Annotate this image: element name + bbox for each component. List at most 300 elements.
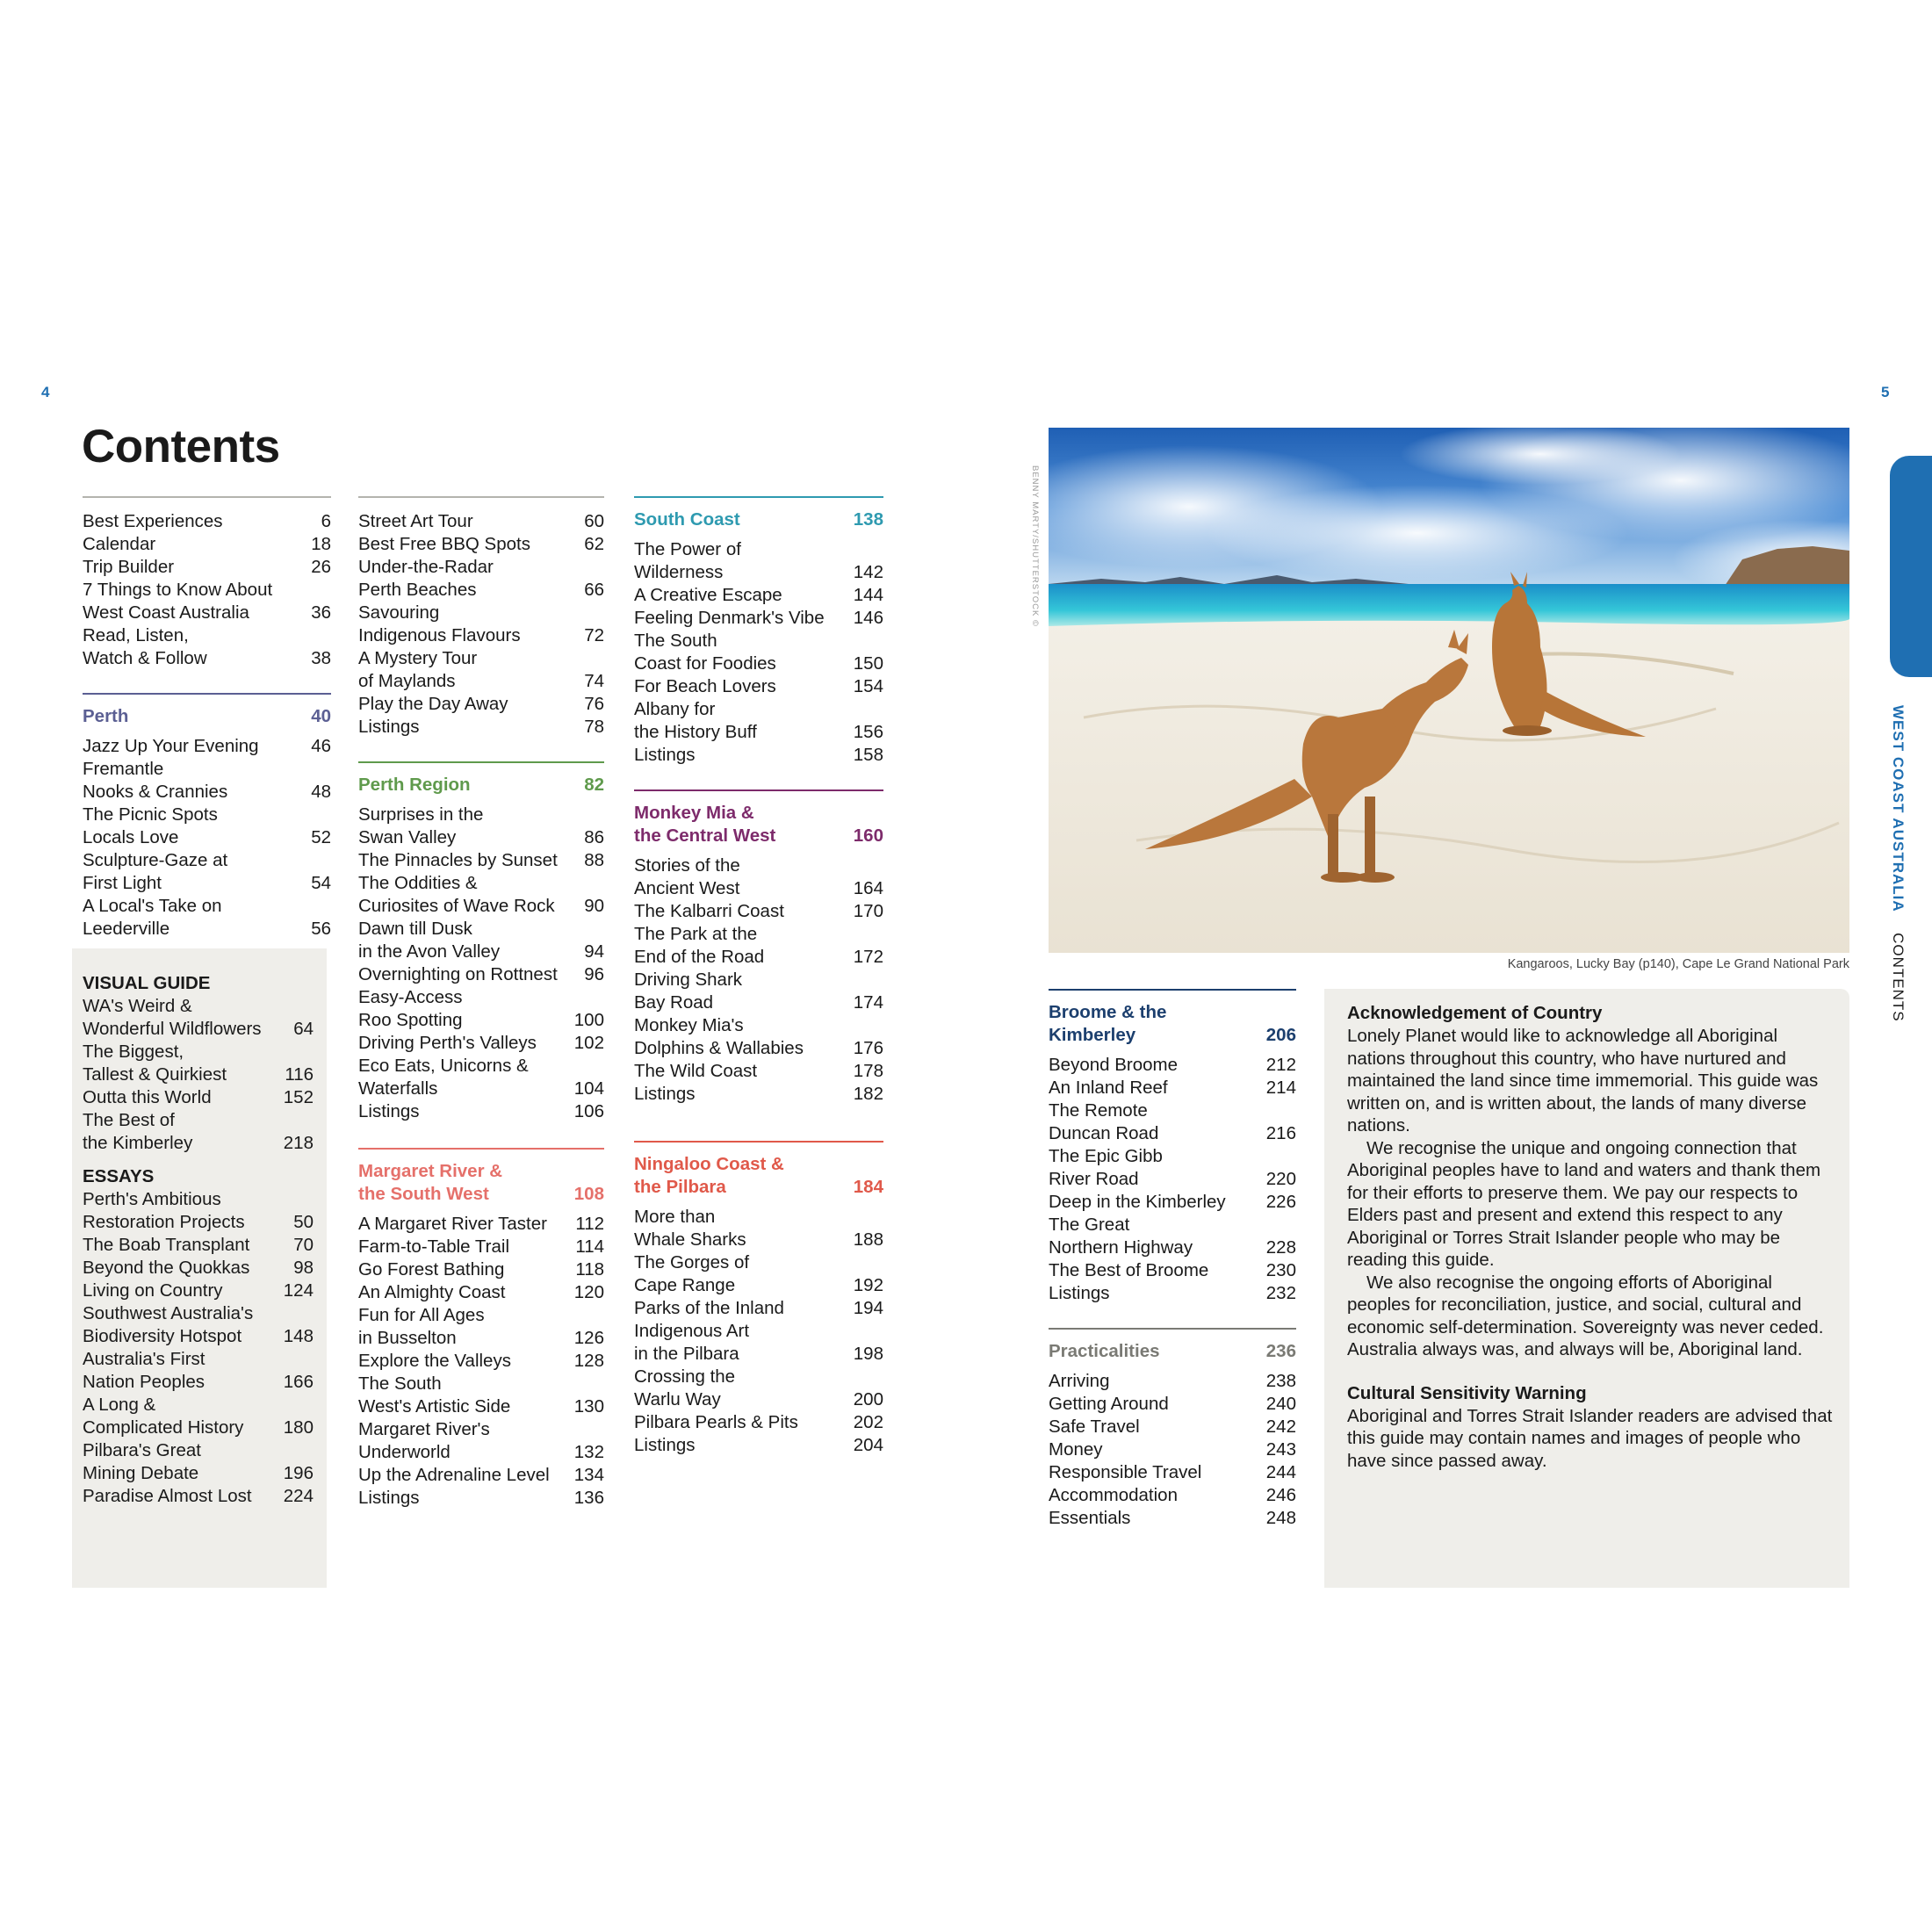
toc-entry[interactable] [634, 630, 883, 675]
toc-entry-page: 76 [584, 694, 604, 714]
toc-entry-page: 246 [1265, 1485, 1296, 1505]
toc-entry-title: Up the Adrenaline Level [358, 1465, 550, 1485]
toc-entry[interactable] [1049, 1145, 1296, 1191]
toc-entry-title: WA's Weird & Wonderful Wildflowers [83, 996, 262, 1039]
acknowledgement-paragraph-3: We also recognise the ongoing efforts of Aboriginal peoples for reconciliation, justice, and social, cultural and economic self-determination. Sovereignty was never ceded. Australia always was, and always will be, Aboriginal land. [1347, 1272, 1824, 1359]
toc-entry[interactable] [1049, 1259, 1296, 1282]
essays-heading: ESSAYS [83, 1166, 155, 1186]
section-heading[interactable] [358, 774, 604, 797]
toc-entry-page: 192 [853, 1275, 883, 1295]
toc-entry[interactable] [358, 647, 604, 693]
toc-entry[interactable] [634, 1320, 883, 1366]
toc-entry-title: Easy-Access Roo Spotting [358, 987, 463, 1030]
toc-entry-page: 180 [283, 1417, 314, 1438]
toc-entry-title: The Power of Wilderness [634, 539, 741, 582]
running-head-section: CONTENTS [1890, 933, 1907, 1022]
page-title: Contents [82, 421, 280, 472]
toc-entry-title: Responsible Travel [1049, 1462, 1202, 1482]
toc-entry[interactable] [1049, 1484, 1296, 1507]
toc-entry[interactable] [83, 1188, 314, 1234]
toc-entry[interactable] [1049, 1461, 1296, 1484]
toc-column-1 [83, 496, 331, 1508]
toc-entry-title: Money [1049, 1439, 1103, 1460]
toc-entry-title: The Best of the Kimberley [83, 1110, 193, 1153]
toc-entry-title: The Pinnacles by Sunset [358, 850, 558, 870]
toc-entry[interactable] [1049, 1282, 1296, 1305]
toc-entry[interactable] [1049, 1191, 1296, 1214]
toc-entry[interactable] [358, 1055, 604, 1100]
toc-entry-page: 132 [573, 1442, 604, 1462]
toc-entry-page: 72 [584, 625, 604, 645]
toc-entry[interactable] [83, 1348, 314, 1394]
toc-entry-page: 18 [311, 534, 331, 554]
toc-entry-title: Australia's First Nation Peoples [83, 1349, 205, 1392]
toc-entry-title: The South Coast for Foodies [634, 631, 776, 674]
toc-entry-page: 96 [584, 964, 604, 984]
warning-text: Aboriginal and Torres Strait Islander readers are advised that this guide may contain names and images of people who have since passed away. [1347, 1405, 1833, 1471]
toc-entry-title: Street Art Tour [358, 511, 473, 531]
toc-entry-page: 230 [1265, 1260, 1296, 1280]
toc-entry-title: Deep in the Kimberley [1049, 1192, 1226, 1212]
toc-entry-page: 90 [584, 896, 604, 916]
toc-entry-title: A Creative Escape [634, 585, 782, 605]
toc-entry[interactable] [83, 533, 331, 556]
toc-entry-page: 142 [853, 562, 883, 582]
section-heading[interactable] [83, 705, 331, 728]
toc-entry-title: Beyond Broome [1049, 1055, 1179, 1075]
toc-entry[interactable] [634, 1083, 883, 1106]
kangaroo-photo [1049, 428, 1849, 953]
toc-entry-page: 112 [575, 1214, 604, 1234]
toc-entry[interactable] [83, 895, 331, 941]
toc-entry-page: 100 [573, 1010, 604, 1030]
toc-entry[interactable] [634, 1206, 883, 1251]
running-head-title: WEST COAST AUSTRALIA [1890, 705, 1907, 912]
toc-entry-title: Indigenous Art in the Pilbara [634, 1321, 750, 1364]
toc-entry-page: 194 [853, 1298, 883, 1318]
kangaroo-photo-image [1049, 428, 1849, 953]
toc-entry-title: The Great Northern Highway [1049, 1215, 1193, 1258]
toc-entry-page: 118 [575, 1259, 604, 1280]
toc-column-2 [358, 496, 604, 1510]
acknowledgement-paragraph-2: We recognise the unique and ongoing connection that Aboriginal peoples have to land and waters and thank them for their efforts to preserve them. We pay our respects to Elders past and present and extend this respect to any Aboriginal or Torres Strait Islander people who may be reading this guide. [1347, 1137, 1821, 1270]
toc-entry-title: Dawn till Dusk in the Avon Valley [358, 919, 501, 962]
toc-entry-page: 94 [584, 941, 604, 962]
toc-entry[interactable] [358, 716, 604, 739]
toc-entry[interactable] [83, 758, 331, 804]
toc-entry-page: 70 [293, 1235, 314, 1255]
toc-entry[interactable] [83, 1234, 314, 1257]
toc-entry[interactable] [358, 1258, 604, 1281]
toc-entry[interactable] [1049, 1416, 1296, 1438]
toc-entry-page: 66 [584, 580, 604, 600]
toc-entry-title: Southwest Australia's Biodiversity Hotspot [83, 1303, 254, 1346]
toc-entry-page: 154 [853, 676, 883, 696]
section-title: Practicalities [1049, 1341, 1160, 1361]
toc-entry-title: More than Whale Sharks [634, 1207, 746, 1250]
toc-entry-page: 224 [283, 1486, 314, 1506]
toc-entry[interactable] [358, 602, 604, 647]
toc-entry-page: 50 [293, 1212, 314, 1232]
toc-entry[interactable] [358, 1304, 604, 1350]
toc-entry-page: 134 [573, 1465, 604, 1485]
toc-entry[interactable] [358, 1464, 604, 1487]
toc-column-4 [1049, 989, 1296, 1530]
toc-entry-page: 244 [1265, 1462, 1296, 1482]
toc-entry-title: The Park at the End of the Road [634, 924, 765, 967]
toc-entry-page: 158 [853, 745, 883, 765]
toc-entry-page: 126 [573, 1328, 604, 1348]
page-number-right: 5 [1881, 384, 1890, 400]
section-title: Perth Region [358, 775, 471, 795]
running-head [1889, 705, 1907, 1022]
toc-entry-page: 130 [573, 1396, 604, 1417]
toc-entry[interactable] [634, 607, 883, 630]
toc-entry-title: Safe Travel [1049, 1417, 1140, 1437]
toc-entry-page: 170 [853, 901, 883, 921]
toc-entry-page: 212 [1265, 1055, 1296, 1075]
toc-entry[interactable] [83, 510, 331, 533]
toc-entry-title: Fremantle Nooks & Crannies [83, 759, 228, 802]
section-page: 236 [1265, 1341, 1296, 1361]
toc-entry-page: 78 [584, 717, 604, 737]
toc-entry-title: Essentials [1049, 1508, 1131, 1528]
toc-entry-title: Listings [634, 745, 696, 765]
toc-entry[interactable] [358, 1236, 604, 1258]
toc-entry-page: 102 [573, 1033, 604, 1053]
toc-entry-title: Paradise Almost Lost [83, 1486, 252, 1506]
section-title: Broome & the Kimberley [1049, 1002, 1167, 1045]
toc-entry-page: 218 [283, 1133, 314, 1153]
toc-entry-title: Jazz Up Your Evening [83, 736, 259, 756]
toc-entry-title: Best Free BBQ Spots [358, 534, 530, 554]
toc-entry-title: An Almighty Coast [358, 1282, 506, 1302]
toc-entry[interactable] [83, 624, 331, 670]
toc-entry[interactable] [634, 1297, 883, 1320]
toc-entry-title: Go Forest Bathing [358, 1259, 505, 1280]
toc-entry-title: The Picnic Spots Locals Love [83, 804, 218, 847]
toc-entry-title: The Best of Broome [1049, 1260, 1209, 1280]
toc-entry-page: 188 [853, 1229, 883, 1250]
toc-entry[interactable] [358, 872, 604, 918]
toc-entry-page: 6 [321, 511, 331, 531]
photo-credit: BENNY MARTY/SHUTTERSTOCK © [1030, 465, 1040, 627]
toc-entry-page: 128 [573, 1351, 604, 1371]
toc-entry-page: 174 [853, 992, 883, 1013]
toc-entry-title: Savouring Indigenous Flavours [358, 602, 521, 645]
toc-entry-title: Listings [358, 1101, 420, 1121]
toc-entry-page: 248 [1265, 1508, 1296, 1528]
section-page: 206 [1265, 1025, 1296, 1045]
toc-entry[interactable] [358, 510, 604, 533]
toc-entry-page: 38 [311, 648, 331, 668]
toc-entry-title: Accommodation [1049, 1485, 1178, 1505]
toc-entry-title: The Boab Transplant [83, 1235, 250, 1255]
toc-entry[interactable] [358, 986, 604, 1032]
toc-entry[interactable] [358, 1350, 604, 1373]
toc-entry-title: Arriving [1049, 1371, 1110, 1391]
toc-entry-page: 242 [1265, 1417, 1296, 1437]
toc-entry-page: 166 [283, 1372, 314, 1392]
toc-entry-page: 106 [573, 1101, 604, 1121]
toc-entry-page: 136 [573, 1488, 604, 1508]
toc-entry-title: Feeling Denmark's Vibe [634, 608, 825, 628]
toc-entry[interactable] [1049, 1214, 1296, 1259]
toc-entry-title: Outta this World [83, 1087, 212, 1107]
toc-entry-page: 178 [853, 1061, 883, 1081]
toc-column-3 [634, 496, 883, 1457]
toc-entry-page: 52 [311, 827, 331, 847]
toc-entry-title: Listings [358, 717, 420, 737]
toc-entry[interactable] [358, 1100, 604, 1123]
toc-entry-page: 238 [1265, 1371, 1296, 1391]
toc-entry-page: 148 [283, 1326, 314, 1346]
section-heading[interactable] [634, 802, 883, 847]
toc-entry-title: The South West's Artistic Side [358, 1373, 511, 1417]
toc-entry[interactable] [1049, 1507, 1296, 1530]
toc-entry[interactable] [634, 923, 883, 969]
toc-entry-page: 26 [311, 557, 331, 577]
toc-entry-title: Eco Eats, Unicorns & Waterfalls [358, 1056, 529, 1099]
section-page: 160 [853, 825, 883, 846]
toc-entry[interactable] [1049, 1099, 1296, 1145]
acknowledgement-heading: Acknowledgement of Country [1347, 1003, 1603, 1023]
toc-entry[interactable] [358, 556, 604, 602]
toc-entry-title: For Beach Lovers [634, 676, 776, 696]
toc-entry[interactable] [83, 1086, 314, 1109]
toc-entry-title: Albany for the History Buff [634, 699, 757, 742]
toc-entry-page: 214 [1265, 1078, 1296, 1098]
toc-entry-title: Play the Day Away [358, 694, 508, 714]
toc-entry-title: The Biggest, Tallest & Quirkiest [83, 1042, 227, 1085]
toc-entry[interactable] [83, 1485, 314, 1508]
toc-entry-title: Explore the Valleys [358, 1351, 511, 1371]
toc-entry-page: 86 [584, 827, 604, 847]
section-title: Monkey Mia & the Central West [634, 803, 776, 846]
toc-entry-page: 240 [1265, 1394, 1296, 1414]
section-heading[interactable] [634, 508, 883, 531]
toc-entry[interactable] [358, 693, 604, 716]
toc-entry-page: 120 [573, 1282, 604, 1302]
acknowledgement-text [1347, 1002, 1839, 1472]
toc-entry[interactable] [83, 995, 314, 1041]
photo-caption: Kangaroos, Lucky Bay (p140), Cape Le Grand National Park [1507, 957, 1849, 971]
toc-entry-title: Surprises in the Swan Valley [358, 804, 484, 847]
toc-entry-page: 116 [285, 1064, 314, 1085]
toc-entry-title: Listings [634, 1084, 696, 1104]
toc-entry[interactable] [358, 1032, 604, 1055]
toc-entry-page: 152 [283, 1087, 314, 1107]
toc-entry-title: Under-the-Radar Perth Beaches [358, 557, 494, 600]
toc-entry-page: 36 [311, 602, 331, 623]
toc-entry-title: Pilbara's Great Mining Debate [83, 1440, 201, 1483]
toc-entry[interactable] [634, 1060, 883, 1083]
toc-entry-page: 54 [311, 873, 331, 893]
toc-entry[interactable] [83, 1041, 314, 1086]
toc-entry-title: The Oddities & Curiosites of Wave Rock [358, 873, 555, 916]
toc-entry-page: 226 [1265, 1192, 1296, 1212]
toc-entry-title: The Wild Coast [634, 1061, 758, 1081]
toc-entry-title: Parks of the Inland [634, 1298, 784, 1318]
toc-entry[interactable] [634, 854, 883, 900]
toc-entry[interactable] [634, 698, 883, 744]
toc-entry[interactable] [358, 1213, 604, 1236]
toc-entry[interactable] [83, 735, 331, 758]
visual-guide-heading: VISUAL GUIDE [83, 973, 211, 993]
toc-entry-page: 228 [1265, 1237, 1296, 1258]
toc-entry[interactable] [1049, 1054, 1296, 1077]
toc-entry[interactable] [83, 1394, 314, 1439]
toc-entry-page: 200 [853, 1389, 883, 1409]
section-heading[interactable] [1049, 1001, 1296, 1047]
toc-entry-page: 202 [853, 1412, 883, 1432]
toc-entry-title: The Remote Duncan Road [1049, 1100, 1159, 1143]
toc-entry[interactable] [634, 675, 883, 698]
toc-entry-page: 64 [293, 1019, 314, 1039]
toc-entry-page: 220 [1265, 1169, 1296, 1189]
toc-entry[interactable] [358, 963, 604, 986]
toc-entry-page: 196 [283, 1463, 314, 1483]
toc-entry[interactable] [358, 1418, 604, 1464]
toc-entry-title: Perth's Ambitious Restoration Projects [83, 1189, 245, 1232]
toc-entry-title: Monkey Mia's Dolphins & Wallabies [634, 1015, 804, 1058]
toc-entry-page: 216 [1265, 1123, 1296, 1143]
toc-entry-title: Fun for All Ages in Busselton [358, 1305, 485, 1348]
toc-entry-title: Listings [634, 1435, 696, 1455]
toc-entry-page: 144 [853, 585, 883, 605]
toc-entry[interactable] [1049, 1393, 1296, 1416]
toc-entry[interactable] [83, 556, 331, 579]
toc-entry[interactable] [634, 1014, 883, 1060]
toc-entry-page: 150 [853, 653, 883, 674]
section-title: Ningaloo Coast & the Pilbara [634, 1154, 784, 1197]
toc-entry-title: Beyond the Quokkas [83, 1258, 250, 1278]
toc-entry-page: 198 [853, 1344, 883, 1364]
toc-entry[interactable] [83, 579, 331, 624]
toc-entry-title: Crossing the Warlu Way [634, 1366, 736, 1409]
section-heading[interactable] [358, 1160, 604, 1206]
toc-entry[interactable] [634, 1366, 883, 1411]
toc-entry-title: A Margaret River Taster [358, 1214, 547, 1234]
toc-entry[interactable] [83, 1109, 314, 1155]
section-tab[interactable] [1890, 456, 1932, 677]
toc-entry-page: 232 [1265, 1283, 1296, 1303]
toc-entry-title: Calendar [83, 534, 156, 554]
toc-entry-title: A Long & Complicated History [83, 1395, 244, 1438]
warning-heading: Cultural Sensitivity Warning [1347, 1382, 1587, 1403]
toc-entry[interactable] [358, 533, 604, 556]
toc-entry-page: 88 [584, 850, 604, 870]
toc-entry[interactable] [634, 744, 883, 767]
toc-entry[interactable] [358, 1373, 604, 1418]
section-heading[interactable] [1049, 1340, 1296, 1363]
toc-entry-title: Overnighting on Rottnest [358, 964, 558, 984]
toc-entry-title: Driving Shark Bay Road [634, 970, 743, 1013]
toc-entry-page: 204 [853, 1435, 883, 1455]
section-title: Margaret River & the South West [358, 1161, 503, 1204]
section-title: Perth [83, 706, 129, 726]
toc-entry-page: 56 [311, 919, 331, 939]
toc-entry[interactable] [358, 804, 604, 849]
toc-entry-page: 114 [575, 1236, 604, 1257]
toc-entry[interactable] [358, 1281, 604, 1304]
toc-entry-page: 164 [853, 878, 883, 898]
toc-entry-page: 98 [293, 1258, 314, 1278]
section-title: South Coast [634, 509, 740, 530]
toc-entry-title: An Inland Reef [1049, 1078, 1168, 1098]
toc-entry[interactable] [358, 849, 604, 872]
section-page: 82 [584, 775, 604, 795]
toc-entry[interactable] [634, 900, 883, 923]
toc-entry[interactable] [83, 849, 331, 895]
toc-entry-title: The Gorges of Cape Range [634, 1252, 750, 1295]
toc-entry-title: The Kalbarri Coast [634, 901, 784, 921]
toc-entry-title: Best Experiences [83, 511, 223, 531]
toc-entry[interactable] [1049, 1370, 1296, 1393]
toc-entry-page: 182 [853, 1084, 883, 1104]
section-page: 138 [853, 509, 883, 530]
toc-entry-title: Getting Around [1049, 1394, 1169, 1414]
toc-entry-title: Pilbara Pearls & Pits [634, 1412, 798, 1432]
toc-entry-title: Sculpture-Gaze at First Light [83, 850, 228, 893]
toc-entry-title: The Epic Gibb River Road [1049, 1146, 1163, 1189]
toc-entry-page: 172 [853, 947, 883, 967]
toc-entry[interactable] [358, 1487, 604, 1510]
toc-entry-page: 124 [283, 1280, 314, 1301]
toc-entry-title: Listings [1049, 1283, 1110, 1303]
toc-entry-page: 146 [853, 608, 883, 628]
section-heading[interactable] [634, 1153, 883, 1199]
toc-entry-title: Margaret River's Underworld [358, 1419, 490, 1462]
toc-entry-title: Read, Listen, Watch & Follow [83, 625, 207, 668]
toc-entry[interactable] [634, 1434, 883, 1457]
toc-entry[interactable] [1049, 1438, 1296, 1461]
section-page: 40 [311, 706, 331, 726]
toc-entry[interactable] [83, 804, 331, 849]
toc-entry-page: 176 [853, 1038, 883, 1058]
toc-entry-title: Trip Builder [83, 557, 175, 577]
acknowledgement-paragraph-1: Lonely Planet would like to acknowledge all Aboriginal nations throughout this country, who have nurtured and maintained the land since time immemorial. This guide was written on, and is written about, the lands of many diverse nations. [1347, 1026, 1819, 1135]
toc-entry-title: A Mystery Tour of Maylands [358, 648, 478, 691]
toc-entry[interactable] [634, 538, 883, 584]
toc-entry-title: Listings [358, 1488, 420, 1508]
toc-entry-page: 48 [311, 782, 331, 802]
section-page: 108 [573, 1184, 604, 1204]
toc-entry[interactable] [83, 1257, 314, 1280]
toc-entry-title: Stories of the Ancient West [634, 855, 740, 898]
toc-entry-title: Farm-to-Table Trail [358, 1236, 510, 1257]
toc-entry-page: 60 [584, 511, 604, 531]
section-page: 184 [853, 1177, 883, 1197]
toc-entry[interactable] [634, 969, 883, 1014]
toc-entry[interactable] [634, 1251, 883, 1297]
toc-entry[interactable] [83, 1439, 314, 1485]
page-number-left: 4 [41, 384, 50, 400]
toc-entry-title: Living on Country [83, 1280, 223, 1301]
toc-entry-page: 104 [573, 1078, 604, 1099]
toc-entry[interactable] [83, 1302, 314, 1348]
toc-entry[interactable] [634, 584, 883, 607]
toc-entry[interactable] [358, 918, 604, 963]
toc-entry-page: 243 [1265, 1439, 1296, 1460]
toc-entry-page: 74 [584, 671, 604, 691]
toc-entry[interactable] [1049, 1077, 1296, 1099]
toc-entry-page: 46 [311, 736, 331, 756]
toc-entry[interactable] [83, 1280, 314, 1302]
toc-entry-title: Driving Perth's Valleys [358, 1033, 537, 1053]
toc-entry[interactable] [634, 1411, 883, 1434]
toc-entry-title: 7 Things to Know About West Coast Australia [83, 580, 273, 623]
